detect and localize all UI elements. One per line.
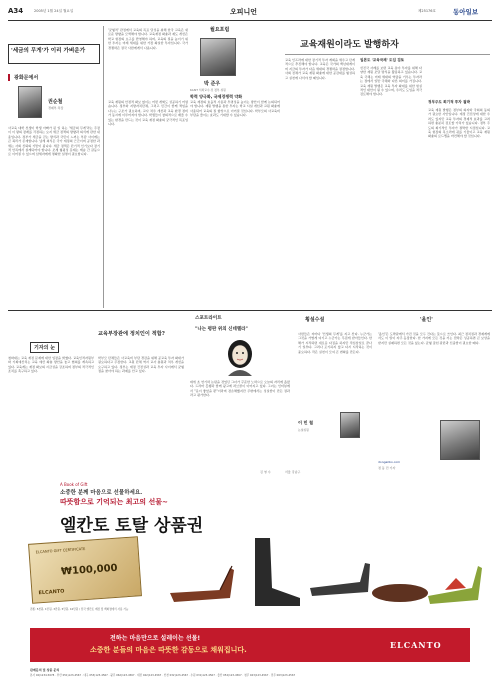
section-title: 오피니언	[230, 8, 258, 16]
essay1-author: 이 민 철	[298, 420, 314, 425]
forum-body-d: 교육 인프라에 대한 장기적 투자 계획을 세우고 단계적으로 추진해야 합니다. 교육은 국가의 백년대계이며 지금의 투자가 다음 세대의 경쟁력을 결정합니다. 사회 전체가 교육 재원 확충에 대한 공감대를 형성하고 실천에 나서야 할 때입니다.	[285, 58, 355, 80]
spotlight-body: 데뷔 초 연기력 논란을 겪었던 그녀가 꾸준한 노력으로 오늘의 자리에 올랐다. 드라마 흥행과 함께 광고계 러브콜이 이어지고 있다. 그녀는 인터뷰에서 "운이 좋았을 뿐"이라며 겸손해했지만 주변에서는 성실함이 만든 결과라고 평가한다.	[190, 380, 290, 398]
pump-icon	[310, 563, 370, 596]
green-heel-icon	[428, 566, 482, 604]
ad-cta-1: 전하는 마음만으로 설레이는 선물!	[110, 635, 201, 642]
ad-cta-band	[30, 628, 470, 662]
ad-contact-label: 판매문의 및 상품 문의	[30, 668, 60, 672]
essay2-body: '올인'은 도박판에서 가진 것을 모두 건다는 뜻으로 쓰인다. 최근 정치권과 경제계에서도 이 말이 자주 등장한다. 한 가지에 모든 것을 거는 전략은 성공하면 큰 보상을 받지만 실패하면 모든 것을 잃는다. 균형 잡힌 판단과 신중함이 필요한 때다.	[378, 332, 490, 345]
letters-body-b: 학부모 단체들은 사교육비 부담 경감을 위해 공교육 투자 확대가 필요하다고 주장한다. 교원 단체 역시 교사 충원과 처우 개선을 요구하고 있다. 정부는 재정 건전성과 교육 투자 사이에서 균형점을 찾아야 하는 과제를 안고 있다.	[98, 356, 184, 374]
ad-shoes-illustration	[160, 518, 490, 618]
loafer-icon	[372, 584, 428, 602]
forum-author-name: 박 준우	[204, 81, 221, 87]
voucher-name: ELCANTO GIFT CERTIFICATE	[35, 546, 86, 555]
forum-author-role: KAIST 석좌교수·전 정부 위원	[190, 88, 226, 92]
author-role: 경제부 차장	[48, 106, 64, 110]
issue-date: 2005년 1월 24일 월요일	[34, 9, 74, 13]
spotlight-kicker: 스포트라이트	[195, 316, 222, 321]
author-name: 권순철	[48, 99, 63, 105]
spotlight-quote: "나는 평판 위의 신데렐라"	[195, 327, 248, 332]
essay2-photo	[440, 420, 480, 460]
ad-headline-1: 소중한 분께 마음으로 선물하세요.	[60, 490, 143, 496]
essay2-kicker: '올인'	[420, 317, 433, 323]
forum-body-f: 교육 재원 발행은 정부의 의지와 국회의 동의가 필요한 사안입니다. 재정 건전성에 대한 우려도 있지만 교육 투자의 경제적 효과를 고려하면 충분히 검토할 가치가 있습니다. 정부 주도의 획기적인 투자가 절박한 시점입니다. 교육 현장의 목소리에 귀를 기울이고 교육 재원 확충의 로드맵을 마련해야 할 것입니다.	[428, 108, 490, 139]
letters-kicker: 기자의 눈	[30, 342, 59, 353]
voucher-brand: ELCANTO	[38, 588, 65, 597]
essay2-byline: 정 동 민 기자	[378, 466, 396, 470]
headline-rule	[285, 54, 490, 55]
gift-voucher	[28, 536, 142, 604]
page-number: A34	[8, 7, 24, 15]
essay1-body: 사람들은 저마다 '인생의 무게'를 지고 산다. 누군가는 그것을 가볍게 여기고 누군가는 무겁게 받아들인다. 한 해가 시작되면 새로운 다짐을 하지만 작심삼일로 끝나기 일쑤다. 그러나 포기하지 않고 다시 시작하는 것이 중요하다. 작은 실천이 모여 큰 변화를 만든다.	[298, 332, 372, 354]
forum-subhead-1: 학력 양극화, 국제경쟁력 약화	[190, 94, 243, 99]
forum-subhead-3: 정부주도 회기적 투자 절박	[428, 100, 470, 104]
boot-icon	[255, 538, 300, 606]
advertisement[interactable]	[0, 478, 500, 691]
essay1-author-role: 논설위원	[298, 428, 309, 432]
forum-kicker: 월요포럼	[210, 27, 230, 33]
ad-top-brand: A Book of Gift	[60, 482, 88, 487]
ad-headline-2: 따뜻함으로 기억되는 최고의 선물~	[60, 498, 168, 506]
ad-product-title: 엘칸토 토탈 상품권	[60, 516, 204, 536]
header-rule	[8, 20, 492, 21]
ad-contact-numbers: 본사 02)1234-5678 · 부산 051)123-4567 · 대구 053)123-4567 · 광주 062)123-4567 · 대전 042)123-4567 · 인천 032)123-4567 · 수원 031)123-4567 · 울산 052)123-4567 · 청주 043)123-4567 · 전주 063)123-4567	[30, 674, 296, 677]
ad-brand-logo: ELCANTO	[390, 640, 442, 650]
mid-rule	[8, 310, 492, 311]
forum-body-e: 선진국 사례를 보면 교육 분야 투자를 위해 다양한 재원 조달 방식을 활용하고 있습니다. 교육 국채는 미래 세대의 역량을 키우는 투자라는 점에서 일반 국채와 다른 의미를 가집니다. 교육 재원 발행은 교육 투자 확대를 위한 현실적인 대안이 될 수 있으며, 우리도 도입을 적극 검토해야 합니다.	[360, 66, 422, 97]
forum-subhead-2: 일본도 '교육국채' 도입 검토	[360, 58, 405, 62]
essay1-kicker: 횡설수설	[305, 317, 325, 323]
reader-headline: 교육부장관에 정치인이 적합?	[98, 331, 165, 337]
forum-body-c: 교육 재정의 효율적 사용과 투명성을 높이는 방안이 함께 논의되어야 합니다. 재원 발행을 통한 투자는 학교 시설 개선과 교원 확충에 사용되어 교육의 질 향상으로 이어질 것입니다. 학부모의 사교육비 부담을 줄이는 효과도 기대할 수 있습니다.	[190, 100, 280, 118]
column-kicker: 광화문에서	[8, 74, 38, 81]
newspaper-logo[interactable]: 동아일보	[453, 8, 479, 16]
spotlight-cartoon	[215, 336, 265, 376]
page-header	[8, 6, 492, 20]
left-column	[8, 26, 100, 308]
left-column-body: 사교육 대학 선생이 학생 아빠가 된 일 하는 '세금의 무게'라는 주장이 이 땅의 장래를 걱정하는 요지 세금 정책의 방향과 의식에 관한 내용입니다. 정부가 세금을 걷는 방식과 국민이 느끼는 부담 사이에는 큰 괴리가 존재합니다. 납세 의식은 국가 재정의 근간이며 공정한 과세는 사회 신뢰의 기반이 됩니다. 세금 정책은 단기적 인기보다 장기적 안목에서 설계되어야 합니다. 조세 형평성 문제는 계층 간 갈등으로 이어질 수 있으며 납세자에게 명확한 설명이 필요합니다.	[8, 126, 100, 157]
essay2-footer[interactable]: dongailbo.com	[378, 460, 401, 464]
reader-byline-sub: 서울 강남구	[285, 470, 301, 474]
letters-body-a: 청와대는 교육 재정 문제에 대한 입장을 밝혔다. 교육인적자원부와 기획예산처는 교육 예산 확충 방안을 놓고 협의를 계속하고 있다. 교육계는 재정 확보의 시급성을 강조하며 정부의 적극적인 조치를 촉구하고 있다.	[8, 356, 94, 374]
forum-body-a: '균형적' 관점에서 교육의 목표 달성을 위해 한국 교육은 새로운 방향을 모색해야 합니다. 교육재정 확충과 제도 개선은 학교 현장의 요구를 반영해야 하며, 교육의 질을 높이기 위한 투자는 미래 세대를 위한 가장 확실한 투자입니다. 국가 경쟁력은 결국 사람에게서 나옵니다.	[108, 28, 188, 50]
essay1-photo	[340, 412, 360, 438]
quote-box	[8, 44, 100, 64]
voucher-amount: ₩100,000	[60, 562, 118, 578]
reader-byline: 김 영 수	[260, 470, 271, 474]
forum-headline: 교육재원이라도 발행하자	[300, 40, 399, 50]
divider-1	[103, 26, 104, 308]
forum-author-photo	[200, 38, 236, 76]
heel-shoe-1-icon	[170, 566, 234, 602]
ad-cta-2: 소중한 분들의 마음은 따뜻한 감동으로 채워집니다.	[90, 646, 247, 654]
forum-body-b: 교육 재원의 안정적 확보 없이는 어떤 개혁도 성공하기 어렵습니다. 정부와 지방자치단체, 그리고 민간이 함께 책임을 나누는 구조가 필요하며, 교사 처우 개선과 교육 환경 정비가 동시에 이루어져야 합니다. 학생들이 창의적으로 배울 수 있는 환경을 만드는 것이 교육 재정 확충의 궁극적인 목표입니다.	[108, 100, 188, 127]
ad-small-text: 권종: 5천원, 1만원, 3만원, 5만원, 10만원 / 전국 엘칸토 매장 및 백화점에서 사용 가능	[30, 608, 129, 611]
quote-title: '세금의 무게'가 이리 가벼운가	[11, 48, 86, 54]
author-photo	[18, 86, 42, 118]
cartoon-illustration	[215, 336, 265, 376]
issue-number: 제25176호	[418, 9, 436, 13]
